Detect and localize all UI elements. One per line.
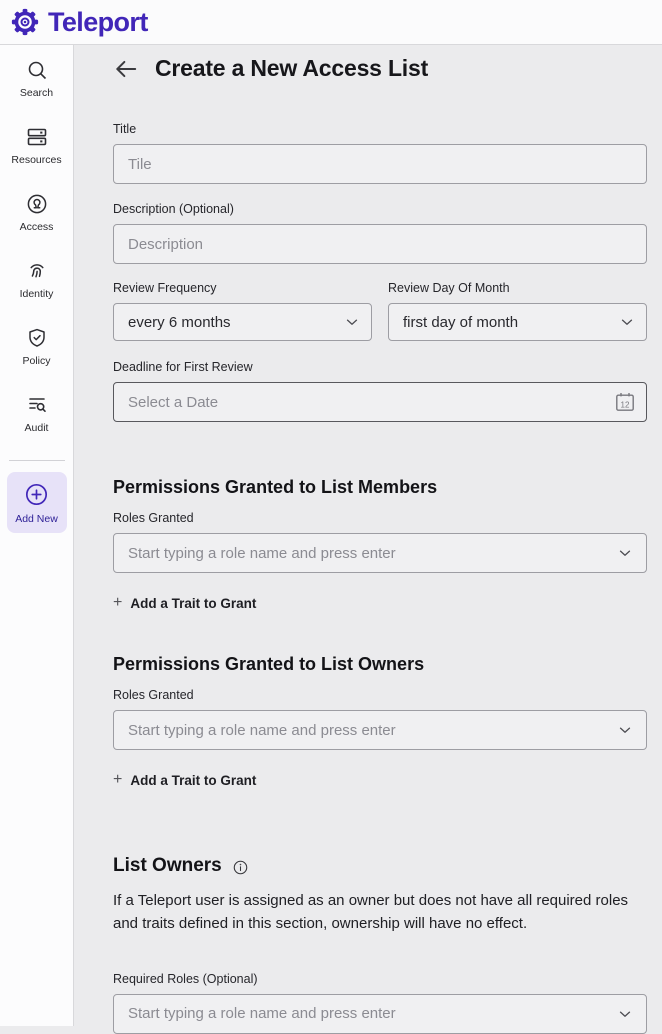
members-roles-label: Roles Granted: [113, 511, 194, 525]
sidebar-item-label: Audit: [24, 422, 49, 434]
members-roles-placeholder: Start typing a role name and press enter: [128, 544, 396, 562]
title-field-group: [113, 122, 647, 184]
sidebar-item-label: Identity: [19, 288, 54, 300]
sidebar-item-search[interactable]: [0, 58, 73, 99]
add-trait-label: Add a Trait to Grant: [130, 772, 257, 788]
required-roles-combobox[interactable]: [113, 994, 647, 1034]
review-frequency-select[interactable]: [113, 303, 372, 341]
back-button[interactable]: [113, 56, 139, 82]
sidebar-item-access[interactable]: [0, 192, 73, 233]
page-header-row: [113, 55, 647, 82]
sidebar-item-policy[interactable]: [0, 326, 73, 367]
sidebar-item-label: Resources: [11, 154, 62, 166]
chevron-down-icon: [618, 313, 636, 331]
owners-add-trait-button[interactable]: [113, 772, 256, 788]
sidebar-item-resources[interactable]: [0, 125, 73, 166]
members-add-trait-button[interactable]: [113, 595, 256, 611]
review-day-group: [388, 281, 647, 341]
review-day-label: Review Day Of Month: [388, 281, 510, 295]
sidebar-item-add-new[interactable]: [7, 472, 67, 533]
list-owners-heading: List Owners: [113, 855, 222, 876]
teleport-logo[interactable]: [10, 7, 148, 38]
description-input[interactable]: [113, 224, 647, 264]
review-frequency-value: every 6 months: [128, 313, 231, 331]
review-day-select[interactable]: [388, 303, 647, 341]
members-permissions-section: [113, 477, 647, 612]
list-owners-section: [113, 855, 647, 1034]
svg-text:12: 12: [620, 400, 630, 410]
search-icon: [25, 58, 49, 82]
members-section-heading: Permissions Granted to List Members: [113, 477, 438, 497]
deadline-label: Deadline for First Review: [113, 360, 253, 374]
list-owners-description: If a Teleport user is assigned as an owner but does not have all required roles and traits defined in this section, ownership will have no effect.: [113, 892, 629, 933]
sidebar-item-label: Policy: [22, 355, 51, 367]
list-owners-heading-row: [113, 855, 647, 877]
sidebar-nav: [0, 45, 74, 1026]
deadline-date-wrapper: [113, 382, 647, 422]
keyhole-icon: [25, 192, 49, 216]
owners-roles-placeholder: Start typing a role name and press enter: [128, 721, 396, 739]
review-frequency-group: [113, 281, 372, 341]
chevron-down-icon: [616, 1005, 634, 1023]
owners-permissions-section: [113, 654, 647, 789]
arrow-left-icon: [113, 56, 139, 82]
owners-section-heading: Permissions Granted to List Owners: [113, 654, 425, 674]
main-content: [75, 45, 662, 1026]
review-frequency-label: Review Frequency: [113, 281, 217, 295]
deadline-field-group: [113, 360, 647, 422]
sidebar-item-label: Search: [19, 87, 54, 99]
sidebar-item-identity[interactable]: [0, 259, 73, 300]
fingerprint-icon: [25, 259, 49, 283]
app-header: [0, 0, 662, 45]
title-input[interactable]: [113, 144, 647, 184]
info-icon[interactable]: [232, 859, 249, 876]
deadline-date-input[interactable]: [113, 382, 647, 422]
owners-roles-label: Roles Granted: [113, 688, 194, 702]
calendar-icon: [613, 390, 637, 414]
plus-icon: +: [113, 771, 123, 788]
members-roles-combobox[interactable]: [113, 533, 647, 573]
title-label: Title: [113, 122, 137, 136]
plus-icon: +: [113, 594, 123, 611]
required-roles-label: Required Roles (Optional): [113, 971, 258, 986]
required-roles-placeholder: Start typing a role name and press enter: [128, 1005, 396, 1022]
sidebar-item-label: Add New: [15, 513, 58, 525]
page-title: Create a New Access List: [155, 55, 429, 81]
gear-logo-icon: [10, 7, 40, 37]
description-field-group: [113, 202, 647, 264]
logo-text: Teleport: [48, 6, 148, 37]
calendar-picker-button[interactable]: [613, 390, 637, 414]
description-label: Description (Optional): [113, 202, 234, 216]
chevron-down-icon: [616, 544, 634, 562]
review-settings-row: [113, 281, 647, 341]
required-roles-group: [113, 972, 647, 1034]
chevron-down-icon: [616, 721, 634, 739]
access-list-form: [113, 122, 647, 1034]
servers-icon: [25, 125, 49, 149]
list-search-icon: [25, 393, 49, 417]
sidebar-item-label: Access: [19, 221, 54, 233]
sidebar-divider: [9, 460, 65, 461]
owners-roles-combobox[interactable]: [113, 710, 647, 750]
plus-circle-icon: [23, 481, 50, 508]
add-trait-label: Add a Trait to Grant: [130, 595, 257, 611]
sidebar-item-audit[interactable]: [0, 393, 73, 434]
shield-check-icon: [25, 326, 49, 350]
review-day-value: first day of month: [403, 313, 519, 331]
chevron-down-icon: [343, 313, 361, 331]
